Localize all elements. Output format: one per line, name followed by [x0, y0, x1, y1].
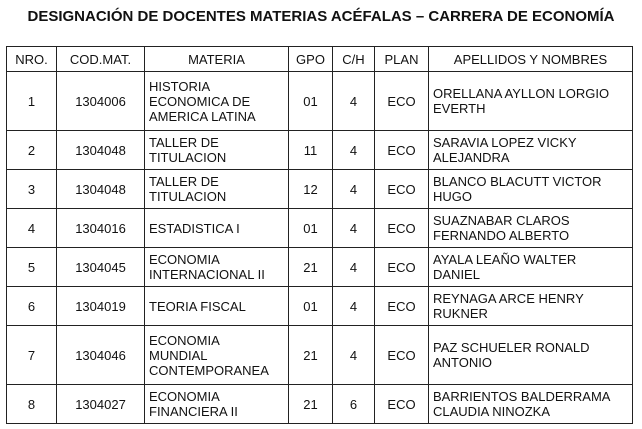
cell-materia	[145, 131, 289, 170]
table-header-row	[7, 47, 633, 72]
cell-gpo: 21	[289, 326, 333, 385]
materia-line: TALLER DE	[149, 135, 219, 150]
cell-nro: 8	[7, 385, 57, 424]
materia-line: AMERICA LATINA	[149, 108, 256, 124]
cell-ch: 4	[333, 170, 375, 209]
cell-nro: 2	[7, 131, 57, 170]
table-row	[7, 72, 633, 131]
cell-cod-mat: 1304046	[57, 326, 145, 385]
table-row	[7, 287, 633, 326]
cell-gpo: 21	[289, 385, 333, 424]
cell-ch: 4	[333, 287, 375, 326]
cell-plan: ECO	[375, 248, 429, 287]
nombre-line: HUGO	[433, 189, 472, 204]
table-row	[7, 131, 633, 170]
cell-gpo: 11	[289, 131, 333, 170]
header-materia: MATERIA	[145, 47, 289, 72]
table-row	[7, 248, 633, 287]
cell-nro: 1	[7, 72, 57, 131]
cell-apellidos-nombres	[429, 209, 633, 248]
cell-plan: ECO	[375, 170, 429, 209]
nombre-line: ALEJANDRA	[433, 150, 510, 165]
cell-ch: 4	[333, 209, 375, 248]
table-row	[7, 209, 633, 248]
header-ch: C/H	[333, 47, 375, 72]
nombre-line: FERNANDO ALBERTO	[433, 228, 570, 243]
cell-nro: 5	[7, 248, 57, 287]
cell-materia	[145, 287, 289, 326]
cell-plan: ECO	[375, 287, 429, 326]
cell-gpo: 12	[289, 170, 333, 209]
nombre-line: REYNAGA ARCE HENRY	[433, 291, 584, 306]
cell-ch: 4	[333, 72, 375, 131]
cell-cod-mat: 1304006	[57, 72, 145, 131]
designation-table	[6, 46, 633, 424]
cell-apellidos-nombres	[429, 72, 633, 131]
cell-materia	[145, 248, 289, 287]
cell-nro: 6	[7, 287, 57, 326]
cell-apellidos-nombres	[429, 287, 633, 326]
header-plan: PLAN	[375, 47, 429, 72]
nombre-line: BARRIENTOS BALDERRAMA	[433, 389, 611, 404]
nombre-line: AYALA LEAÑO WALTER	[433, 252, 577, 267]
materia-line: ECONOMIA	[149, 332, 220, 348]
cell-plan: ECO	[375, 72, 429, 131]
materia-line: INTERNACIONAL II	[149, 267, 265, 282]
materia-line: TALLER DE	[149, 174, 219, 189]
cell-materia	[145, 170, 289, 209]
cell-nro: 3	[7, 170, 57, 209]
cell-materia	[145, 326, 289, 385]
materia-line: TEORIA FISCAL	[149, 298, 246, 314]
cell-nro: 4	[7, 209, 57, 248]
nombre-line: SUAZNABAR CLAROS	[433, 213, 570, 228]
cell-gpo: 01	[289, 209, 333, 248]
cell-cod-mat: 1304027	[57, 385, 145, 424]
cell-cod-mat: 1304048	[57, 131, 145, 170]
cell-materia	[145, 72, 289, 131]
header-nro: NRO.	[7, 47, 57, 72]
materia-line: ESTADISTICA I	[149, 220, 240, 236]
cell-ch: 6	[333, 385, 375, 424]
table-row	[7, 170, 633, 209]
cell-ch: 4	[333, 248, 375, 287]
cell-apellidos-nombres	[429, 326, 633, 385]
cell-apellidos-nombres	[429, 248, 633, 287]
nombre-line: DANIEL	[433, 267, 480, 282]
nombre-line: ORELLANA AYLLON LORGIO	[433, 86, 610, 101]
materia-line: FINANCIERA II	[149, 404, 238, 419]
nombre-line: SARAVIA LOPEZ VICKY	[433, 135, 577, 150]
cell-plan: ECO	[375, 385, 429, 424]
cell-apellidos-nombres	[429, 170, 633, 209]
document-title: DESIGNACIÓN DE DOCENTES MATERIAS ACÉFALAS – CARRERA DE ECONOMÍA	[27, 8, 615, 25]
table-body	[7, 72, 633, 424]
materia-line: TITULACION	[149, 189, 227, 204]
materia-line: ECONOMIA	[149, 252, 220, 267]
materia-line: ECONOMIA	[149, 389, 220, 404]
cell-cod-mat: 1304019	[57, 287, 145, 326]
materia-line: MUNDIAL	[149, 347, 208, 363]
cell-cod-mat: 1304045	[57, 248, 145, 287]
nombre-line: CLAUDIA NINOZKA	[433, 404, 551, 419]
cell-gpo: 01	[289, 72, 333, 131]
cell-materia	[145, 385, 289, 424]
table-row	[7, 326, 633, 385]
nombre-line: PAZ SCHUELER RONALD	[433, 340, 590, 355]
materia-line: ECONOMICA DE	[149, 93, 251, 109]
cell-apellidos-nombres	[429, 385, 633, 424]
cell-apellidos-nombres	[429, 131, 633, 170]
nombre-line: EVERTH	[433, 101, 486, 116]
header-cod-mat: COD.MAT.	[57, 47, 145, 72]
cell-ch: 4	[333, 131, 375, 170]
nombre-line: ANTONIO	[433, 355, 492, 370]
cell-cod-mat: 1304048	[57, 170, 145, 209]
cell-plan: ECO	[375, 131, 429, 170]
cell-nro: 7	[7, 326, 57, 385]
cell-cod-mat: 1304016	[57, 209, 145, 248]
header-gpo: GPO	[289, 47, 333, 72]
materia-line: CONTEMPORANEA	[149, 362, 269, 378]
materia-line: TITULACION	[149, 150, 227, 165]
materia-line: HISTORIA	[149, 78, 211, 94]
table-row	[7, 385, 633, 424]
cell-plan: ECO	[375, 326, 429, 385]
cell-ch: 4	[333, 326, 375, 385]
cell-plan: ECO	[375, 209, 429, 248]
nombre-line: RUKNER	[433, 306, 488, 321]
cell-materia	[145, 209, 289, 248]
header-apellidos-nombres: APELLIDOS Y NOMBRES	[429, 47, 633, 72]
nombre-line: BLANCO BLACUTT VICTOR	[433, 174, 602, 189]
cell-gpo: 21	[289, 248, 333, 287]
cell-gpo: 01	[289, 287, 333, 326]
